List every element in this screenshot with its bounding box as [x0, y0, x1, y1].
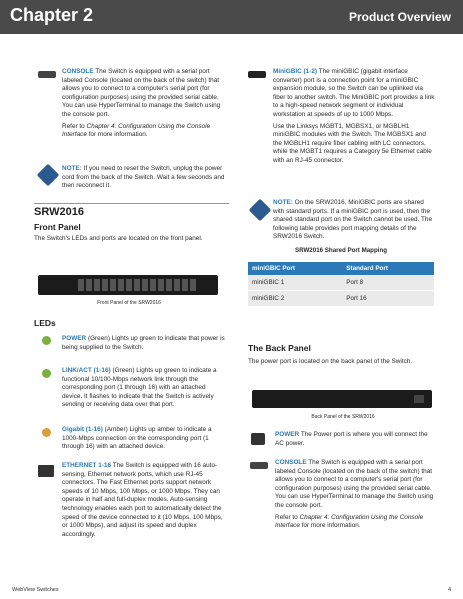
- minigbic-label: MiniGBIC (1-2): [273, 68, 318, 75]
- gigabit-led-icon: [42, 428, 51, 437]
- right-note-block: [273, 199, 435, 245]
- page-footer: [12, 587, 451, 593]
- ethernet-text: The Switch is equipped with 16 auto-sensing, Ethernet network ports, which use RJ-45 connectors. The Fast Ethernet ports support network speeds of 10 Mbps, 100 Mbps, or 1000 Mbps. They can operate in half and full-duplex modes. Auto-sensing technology enables each port to automatically detect the speed of the device connected to it (10 Mbps, 100 Mbps, or 1000 Mbps), and adjust its speed and duplex accordingly.: [62, 462, 223, 538]
- link-led-icon: [42, 369, 51, 378]
- front-panel-image: [38, 275, 218, 295]
- note-label: NOTE:: [62, 165, 82, 172]
- note-text: On the SRW2016, MiniGBIC ports are shared with standard ports. If a miniGBIC port is used, then the shared standard port on the Switch cannot be used. The following table provides port mapping details of the SRW2016 Switch.: [273, 199, 433, 241]
- back-panel-text: The power port is located on the back panel of the Switch.: [248, 357, 413, 365]
- console-port-icon: [250, 462, 268, 469]
- table-cell: miniGBIC 1: [248, 275, 342, 291]
- refer-link[interactable]: Chapter 4: Configuration Using the Console Interface: [62, 122, 211, 139]
- left-console-block: [62, 68, 227, 143]
- left-note-block: [62, 165, 227, 194]
- link-text: (Green) Lights up green to indicate a functional 10/100-Mbps network link through the corresponding port (1 through 16) with an attached device. It flashes to indicate that the Switch is actively sending or receiving data over that port.: [62, 367, 217, 409]
- leds-heading: LEDs: [34, 318, 56, 328]
- minigbic-block: [273, 68, 435, 169]
- console-text: The Switch is equipped with a serial port labeled Console (located on the back of the switch) that allows you to connect to a computer's serial port (for configuration purposes) using the provided serial cable. You can use HyperTerminal to manage the Switch using the console port.: [275, 459, 434, 509]
- front-panel-text: The Switch's LEDs and ports are located on the front panel.: [34, 235, 203, 243]
- table-title: SRW2016 Shared Port Mapping: [294, 247, 388, 254]
- power-led-block: [62, 335, 227, 355]
- table-header-row: [248, 262, 434, 275]
- power-port-label: POWER: [275, 431, 300, 438]
- table-row: [248, 275, 434, 291]
- model-heading: SRW2016: [34, 206, 84, 218]
- gigabit-label: Gigabit (1-16): [62, 426, 103, 433]
- refer-suffix: for more information.: [86, 131, 148, 139]
- back-panel-caption: Back Panel of the SRW2016: [311, 414, 375, 420]
- section-title: Product Overview: [348, 10, 451, 24]
- divider: [34, 203, 229, 204]
- refer-link[interactable]: Chapter 4: Configuration Using the Console Interface: [275, 513, 424, 530]
- minigbic-text: The miniGBIC (gigabit interface converter) port is a connection point for a miniGBIC expansion module, so the Switch can be uplinked via fiber to another switch. The MiniGBIC port provides a link to a high-speed network segment or individual workstation at speeds of up to 1000 Mbps.: [273, 68, 435, 118]
- console-label: CONSOLE: [275, 459, 307, 466]
- link-label: LINK/ACT (1-16): [62, 367, 111, 374]
- table-header: Standard Port: [342, 262, 434, 275]
- front-panel-caption: Front Panel of the SRW2016: [97, 300, 161, 306]
- refer-suffix: for more information.: [299, 522, 361, 530]
- note-label: NOTE:: [273, 199, 293, 206]
- note-icon: [249, 199, 272, 222]
- table-header: miniGBIC Port: [248, 262, 342, 275]
- back-panel-heading: The Back Panel: [248, 343, 311, 353]
- port-mapping-table: [248, 262, 434, 307]
- chapter-title: Chapter 2: [10, 5, 94, 25]
- power-port-text: The Power port is where you will connect the AC power.: [275, 431, 428, 447]
- table-cell: Port 8: [342, 275, 434, 291]
- power-port-block: [275, 431, 435, 451]
- footer-title: WebView Switches: [12, 587, 59, 593]
- minigbic-text-2: Use the Linksys MGBT1, MGBSX1, or MGBLH1 miniGBIC modules with the Switch. The MGBSX1 and the MGBLH1 require fiber cabling with LC connectors, while the MGBT1 requires a Category 5e Ethernet cable with an RJ-45 connector.: [273, 122, 432, 164]
- note-icon: [37, 164, 60, 187]
- console-label: CONSOLE: [62, 68, 94, 75]
- refer-prefix: Refer to: [62, 122, 87, 130]
- power-label: POWER: [62, 335, 87, 342]
- table-cell: miniGBIC 2: [248, 291, 342, 307]
- gigabit-text: (Amber) Lights up amber to indicate a 1000-Mbps connection on the corresponding port (1 through 16) with an attached device.: [62, 426, 212, 451]
- ethernet-port-icon: [38, 465, 54, 477]
- ethernet-label: ETHERNET 1-16: [62, 462, 112, 469]
- note-text: If you need to reset the Switch, unplug the power cord from the back of the Switch. Wait a few seconds and then reconnect it.: [62, 165, 225, 190]
- console-text: The Switch is equipped with a serial port labeled Console (located on the back of the switch) that allows you to connect to a computer's serial port (for configuration purposes) using the provided serial cable. You can use HyperTerminal to manage the Switch using the console port.: [62, 68, 221, 118]
- gigabit-led-block: [62, 426, 227, 455]
- power-port-icon: [251, 433, 265, 445]
- table-row: [248, 291, 434, 307]
- console-port-icon: [38, 71, 56, 78]
- power-led-icon: [42, 336, 51, 345]
- refer-prefix: Refer to: [275, 513, 300, 521]
- link-led-block: [62, 367, 227, 413]
- front-panel-heading: Front Panel: [34, 221, 81, 232]
- page-header: [0, 0, 463, 34]
- power-text: (Green) Lights up green to indicate that power is being supplied to the Switch.: [62, 335, 225, 351]
- back-panel-image: [252, 390, 432, 408]
- minigbic-port-icon: [248, 71, 266, 78]
- table-cell: Port 16: [342, 291, 434, 307]
- ethernet-block: [62, 462, 227, 542]
- page-number: 4: [447, 587, 451, 593]
- right-console-block: [275, 459, 435, 534]
